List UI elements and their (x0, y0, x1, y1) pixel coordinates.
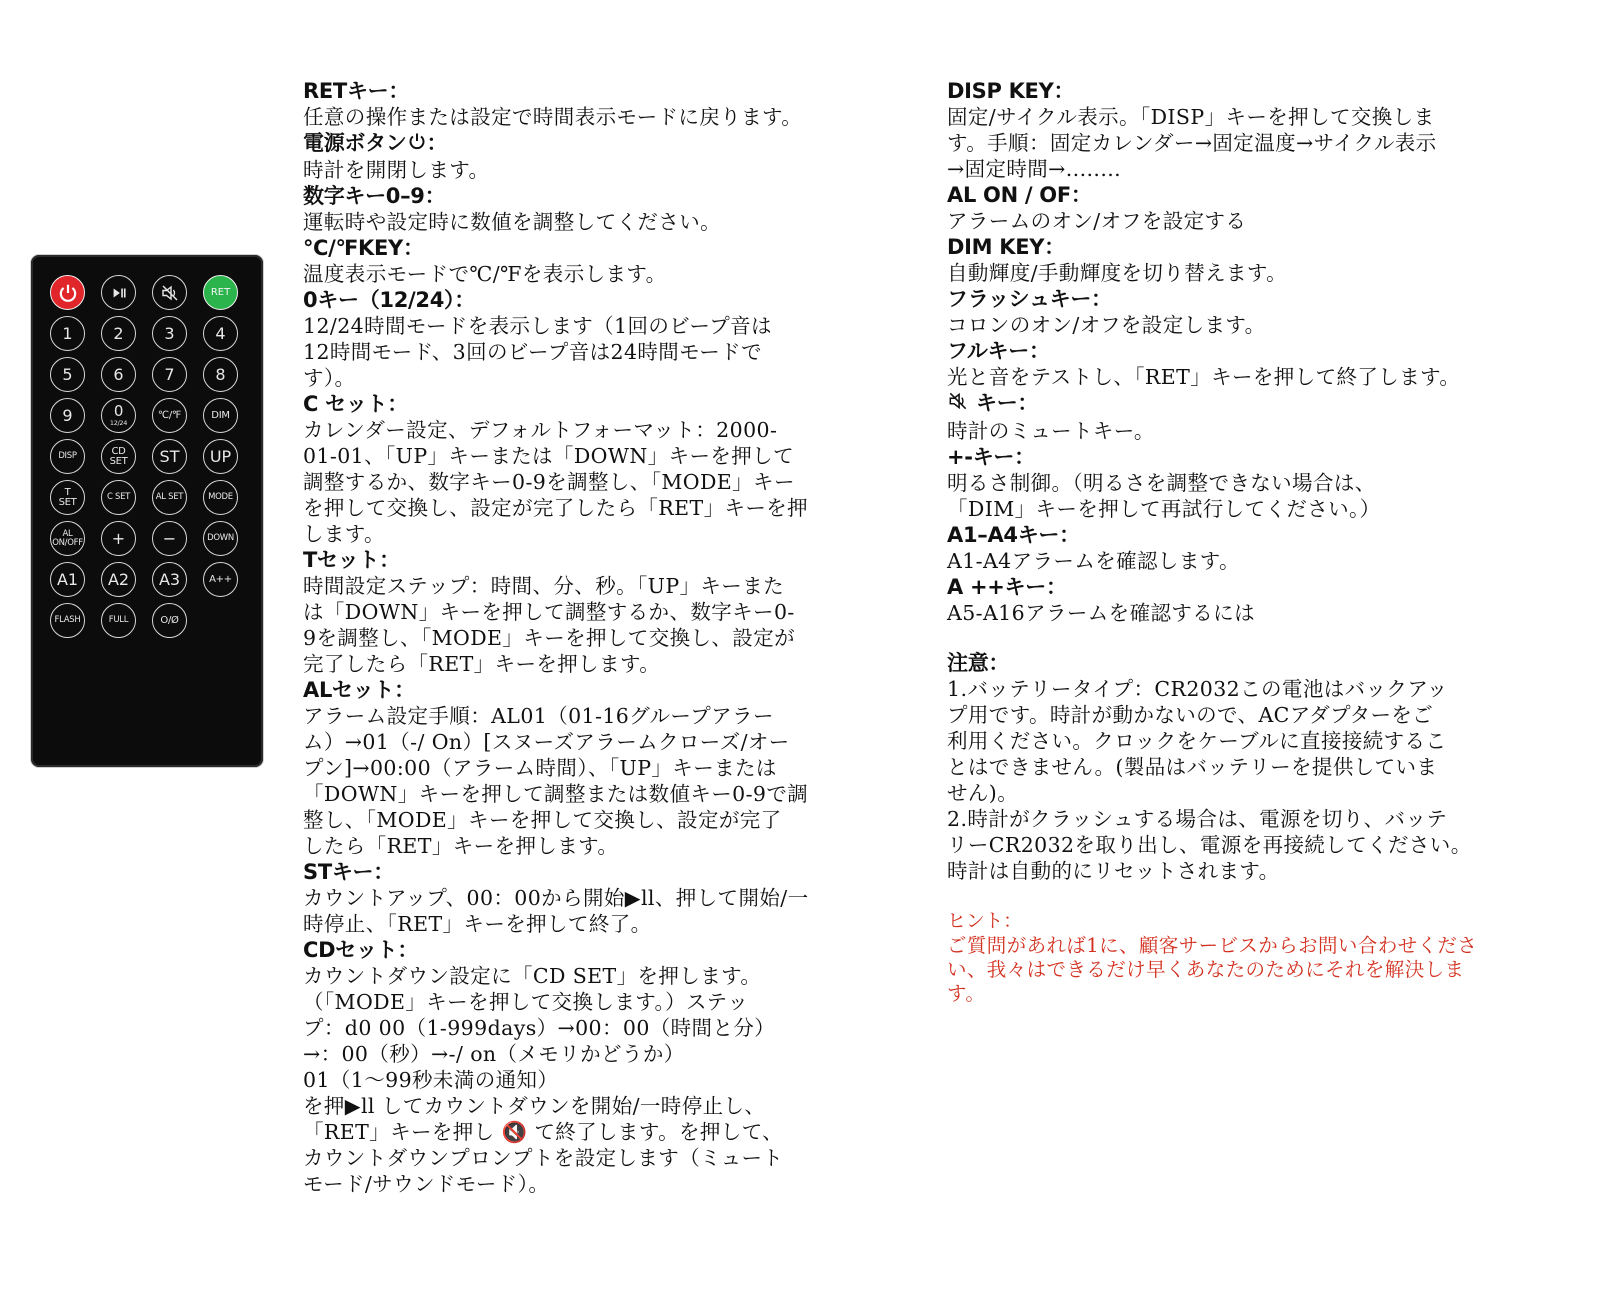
instruction-section (303, 78, 893, 130)
remote-key-mute (152, 275, 187, 310)
section-text-line: とはできません。(製品はバッテリーを提供していま (947, 755, 1438, 779)
instruction-section (303, 677, 893, 859)
remote-key-label: ST (159, 446, 180, 466)
remote-key-cset (101, 480, 136, 515)
section-text-line: を押▶ll してカウントダウンを開始/一時停止し、 (303, 1094, 766, 1118)
section-text-line: 温度表示モードで℃/℉を表示します。 (303, 262, 667, 286)
section-heading: キー： (947, 390, 1577, 418)
section-text-line: 2.時計がクラッシュする場合は、電源を切り、バッテ (947, 807, 1448, 831)
section-text-line: カレンダー設定、デフォルトフォーマット：2000- (303, 418, 778, 442)
section-text-line: カウントダウンプロンプトを設定します（ミュート (303, 1146, 784, 1170)
remote-key-label: 5 (62, 364, 73, 384)
section-text-line: カウントダウン設定に「CD SET」を押します。 (303, 964, 762, 988)
remote-key-minus (152, 521, 187, 556)
section-text-line: す。 (947, 982, 986, 1005)
instruction-section (947, 522, 1577, 574)
instruction-section (947, 182, 1577, 234)
remote-key-label: FLASH (54, 615, 81, 626)
section-heading: CDセット： (303, 938, 419, 962)
section-text-line: A5-A16アラームを確認するには (947, 601, 1255, 625)
section-text-line: します。 (303, 522, 385, 546)
remote-key-label: 8 (215, 364, 226, 384)
section-text-line: は「DOWN」キーを押して調整するか、数字キー0- (303, 600, 795, 624)
section-text-line: ム）→01（-/ On）[スヌーズアラームクローズ/オー (303, 730, 790, 754)
remote-key-k9 (50, 398, 85, 433)
instruction-section (303, 235, 893, 287)
remote-keypad (50, 275, 250, 638)
instruction-section (303, 547, 893, 677)
section-heading: AL ON / OF： (947, 183, 1092, 207)
instruction-section (303, 937, 893, 1197)
remote-key-cdset: CD SET (101, 439, 136, 474)
remote-key-label: A++ (209, 573, 232, 585)
remote-key-label: DIM (211, 409, 230, 421)
section-text-line: リーCR2032を取り出し、電源を再接続してください。 (947, 833, 1472, 857)
remote-control-image (31, 255, 263, 767)
hint-section (947, 908, 1577, 1006)
section-text-line: アラーム設定手順：AL01（01-16グループアラー (303, 704, 774, 728)
section-text-line: を押して交換し、設定が完了したら「RET」キーを押 (303, 496, 809, 520)
section-heading: +-キー： (947, 445, 1035, 469)
left-instructions-column (303, 78, 893, 1197)
section-text-line: 01-01、「UP」キーまたは「DOWN」キーを押して (303, 444, 794, 468)
remote-key-label: − (162, 528, 177, 548)
remote-key-a2 (101, 562, 136, 597)
section-text-line: 12/24時間モードを表示します（1回のビープ音は (303, 314, 772, 338)
section-heading: A1–A4キー： (947, 523, 1080, 547)
section-text-line: 固定/サイクル表示。「DISP」キーを押して交換しま (947, 105, 1435, 129)
section-heading: ℃/℉KEY： (303, 236, 424, 260)
remote-key-power (50, 275, 85, 310)
section-heading: DISP KEY： (947, 79, 1075, 103)
section-text-line: （「MODE」キーを押して交換します。）ステッ (303, 990, 749, 1014)
remote-key-label: A3 (158, 569, 181, 589)
section-text-line: 時停止、「RET」キーを押して終了。 (303, 912, 652, 936)
section-text-line: 1.バッテリータイプ：CR2032この電池はバックアッ (947, 677, 1448, 701)
section-heading: ALセット： (303, 678, 415, 702)
section-text-line: せん)。 (947, 781, 1019, 805)
remote-key-k0: 0 12/24 (101, 398, 136, 433)
instruction-section (947, 78, 1577, 182)
remote-key-mode (203, 480, 238, 515)
section-text-line: アラームのオン/オフを設定する (947, 209, 1247, 233)
instruction-section (303, 287, 893, 391)
remote-key-label: 1 (62, 323, 73, 343)
remote-key-a1 (50, 562, 85, 597)
section-text-line: プン]→00:00（アラーム時間）、「UP」キーまたは (303, 756, 777, 780)
remote-key-label: 2 (113, 323, 124, 343)
remote-key-zero (152, 603, 187, 638)
power-icon (57, 282, 79, 304)
remote-key-label: 4 (215, 323, 226, 343)
section-text-line: 自動輝度/手動輝度を切り替えます。 (947, 261, 1288, 285)
section-text-line: 12時間モード、3回のビープ音は24時間モードで (303, 340, 762, 364)
remote-key-label: 6 (113, 364, 124, 384)
section-text-line: コロンのオン/オフを設定します。 (947, 313, 1266, 337)
remote-key-ret (203, 275, 238, 310)
remote-key-k5 (50, 357, 85, 392)
remote-key-st (152, 439, 187, 474)
remote-key-a3 (152, 562, 187, 597)
instruction-section (947, 574, 1577, 626)
hint-heading: ヒント： (947, 910, 1022, 932)
remote-key-label: 9 (62, 405, 73, 425)
section-text-line: 01（1～99秒未満の通知） (303, 1068, 559, 1092)
section-text-line: す）。 (303, 366, 356, 390)
remote-key-label: 3 (164, 323, 175, 343)
section-text-line: い、我々はできるだけ早くあなたのためにそれを解決しま (947, 958, 1465, 981)
section-text-line: 時計を開閉します。 (303, 158, 490, 182)
remote-key-k7 (152, 357, 187, 392)
note-heading: 注意： (947, 651, 1010, 675)
section-text-line: 「RET」キーを押し 🔇 て終了します。を押して、 (303, 1120, 784, 1144)
section-text-line: カウントアップ、00：00から開始▶ll、押して開始/一 (303, 886, 809, 910)
instruction-section (947, 338, 1577, 390)
remote-key-k2 (101, 316, 136, 351)
remote-key-label: + (111, 528, 126, 548)
section-text-line: 整し、「MODE」キーを押して交換し、設定が完了 (303, 808, 782, 832)
instruction-section (303, 391, 893, 547)
section-text-line: 時計のミュートキー。 (947, 419, 1155, 443)
remote-key-full (101, 603, 136, 638)
section-heading: A ++キー： (947, 575, 1067, 599)
remote-key-play (101, 275, 136, 310)
section-text-line: 利用ください。クロックをケーブルに直接接続するこ (947, 729, 1447, 753)
remote-key-alonoff: AL ON/OFF (50, 521, 85, 556)
section-text-line: す。手順：固定カレンダー→固定温度→サイクル表示 (947, 131, 1437, 155)
power-icon (407, 131, 427, 157)
instruction-section (303, 183, 893, 235)
section-heading: フラッシュキー： (947, 287, 1112, 311)
section-heading: フルキー： (947, 339, 1050, 363)
remote-key-label: DOWN (207, 533, 234, 544)
section-heading: STキー： (303, 860, 394, 884)
section-text-line: ご質問があれば1に、顧客サービスからお問い合わせくださ (947, 934, 1478, 957)
instruction-section (947, 444, 1577, 522)
remote-key-temp (152, 398, 187, 433)
section-heading: 数字キー0–9： (303, 184, 446, 208)
remote-key-flash (50, 603, 85, 638)
remote-key-label: A1 (56, 569, 79, 589)
remote-key-k8 (203, 357, 238, 392)
section-text-line: 明るさ制御。（明るさを調整できない場合は、 (947, 471, 1376, 495)
remote-key-label: C SET (106, 492, 131, 503)
remote-key-label: ℃/℉ (157, 409, 182, 421)
instruction-section (947, 390, 1577, 444)
section-heading: RETキー： (303, 79, 410, 103)
section-text-line: 「DOWN」キーを押して調整または数値キー0-9で調 (303, 782, 809, 806)
remote-key-label: RET (210, 286, 231, 298)
section-heading: C セット： (303, 392, 408, 416)
section-text-line: 完了したら「RET」キーを押します。 (303, 652, 661, 676)
instruction-section (303, 130, 893, 183)
section-text-line: モード/サウンドモード）。 (303, 1172, 550, 1196)
section-text-line: →：00（秒）→-/ on（メモリかどうか） (303, 1042, 685, 1066)
section-text-line: 時間設定ステップ：時間、分、秒。「UP」キーまた (303, 574, 785, 598)
remote-key-label: UP (209, 446, 232, 466)
remote-key-up (203, 439, 238, 474)
mute-icon (947, 390, 969, 418)
remote-key-label: DISP (58, 451, 77, 462)
section-text-line: 「DIM」キーを押して再試行してください。） (947, 497, 1381, 521)
section-text-line: したら「RET」キーを押します。 (303, 834, 619, 858)
remote-key-label: MODE (208, 492, 233, 503)
section-text-line: 時計は自動的にリセットされます。 (947, 859, 1280, 883)
remote-key-alset (152, 480, 187, 515)
section-text-line: プ：d0 00（1-999days）→00：00（時間と分） (303, 1016, 776, 1040)
note-section (947, 650, 1577, 884)
remote-key-label: A2 (107, 569, 130, 589)
section-heading: 0キー（12/24）： (303, 288, 475, 312)
section-text-line: A1-A4アラームを確認します。 (947, 549, 1240, 573)
remote-key-label: AL SET (155, 492, 184, 503)
instruction-section (947, 286, 1577, 338)
section-text-line: 調整するか、数字キー0-9を調整し、「MODE」キー (303, 470, 795, 494)
remote-key-k3 (152, 316, 187, 351)
section-text-line: 光と音をテストし、「RET」キーを押して終了します。 (947, 365, 1461, 389)
section-text-line: 任意の操作または設定で時間表示モードに戻ります。 (303, 105, 803, 129)
remote-key-dim (203, 398, 238, 433)
remote-key-disp (50, 439, 85, 474)
remote-key-label: 7 (164, 364, 175, 384)
section-heading: DIM KEY： (947, 235, 1065, 259)
remote-key-label: FULL (108, 615, 129, 626)
section-text-line: 9を調整し、「MODE」キーを押して交換し、設定が (303, 626, 795, 650)
section-text-line: →固定時間→........ (947, 157, 1122, 181)
remote-key-plus (101, 521, 136, 556)
remote-key-app (203, 562, 238, 597)
section-text-line: 運転時や設定時に数値を調整してください。 (303, 210, 721, 234)
remote-key-k6 (101, 357, 136, 392)
remote-key-tset: T SET (50, 480, 85, 515)
instruction-section (947, 234, 1577, 286)
instruction-section (303, 859, 893, 937)
section-text-line: プ用です。時計が動かないので、ACアダプターをご (947, 703, 1434, 727)
remote-key-k4 (203, 316, 238, 351)
section-heading: Tセット： (303, 548, 400, 572)
right-instructions-column (947, 78, 1577, 1006)
remote-key-label: O/Ø (160, 614, 179, 626)
remote-key-k1 (50, 316, 85, 351)
section-heading: 電源ボタン ： (303, 131, 448, 155)
remote-key-down (203, 521, 238, 556)
